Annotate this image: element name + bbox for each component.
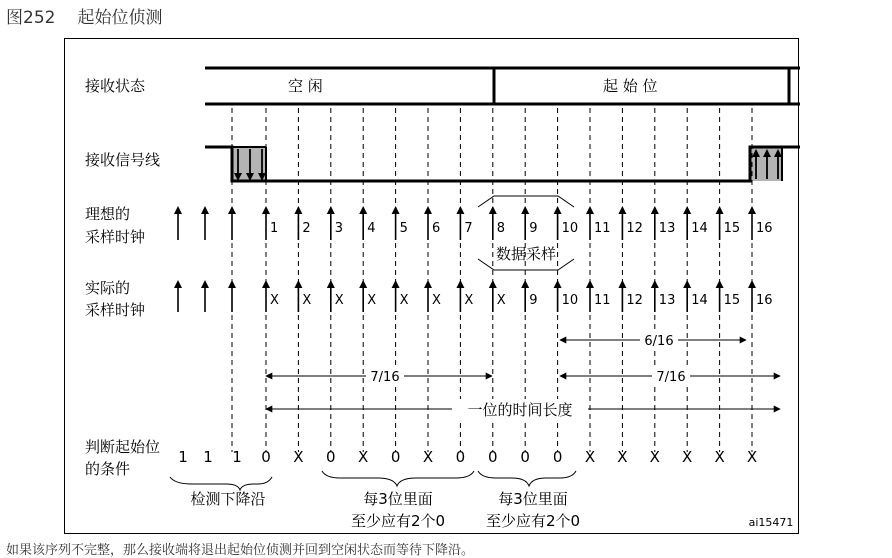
ideal-clock-row	[174, 206, 773, 240]
condition-label-1: 判断起始位	[85, 438, 161, 456]
actual-clock-arrow	[424, 280, 432, 312]
interval-7-16-b	[560, 368, 780, 385]
actual-clock-arrow	[586, 280, 594, 312]
actual-clock-arrow	[554, 280, 562, 312]
actual-tick-label: 10	[561, 293, 579, 308]
actual-clock-arrow	[174, 280, 182, 312]
interval-7-16-a	[266, 368, 492, 385]
actual-tick-label: 13	[658, 293, 676, 308]
actual-tick-label: X	[270, 293, 279, 308]
ideal-clock-arrow	[174, 206, 182, 240]
rx-state-label: 接收状态	[85, 77, 146, 95]
ideal-clock-arrow	[262, 206, 270, 240]
ideal-tick-label: 5	[399, 221, 408, 236]
ideal-tick-label: 13	[658, 221, 676, 236]
condition-value: 0	[455, 448, 466, 466]
ideal-clock-arrow	[424, 206, 432, 240]
condition-value: X	[584, 448, 596, 466]
condition-value: 0	[390, 448, 401, 466]
edge-arrows	[234, 149, 782, 181]
interval-7-16-a-label: 7/16	[370, 370, 400, 385]
ideal-tick-label: 3	[334, 221, 344, 236]
condition-value: X	[682, 448, 693, 466]
ideal-clock-arrow	[456, 206, 464, 240]
actual-clock-label-2: 采样时钟	[85, 301, 146, 319]
condition-value: 0	[552, 448, 563, 466]
actual-tick-label: X	[432, 293, 441, 308]
condition-value: X	[293, 448, 304, 466]
group2-note-1: 每3位里面	[498, 490, 568, 508]
condition-value: 1	[203, 448, 213, 466]
ideal-clock-arrow	[748, 206, 756, 240]
ideal-clock-arrow	[201, 206, 209, 240]
condition-value: X	[422, 448, 434, 466]
actual-clock-arrow	[359, 280, 367, 312]
ideal-tick-label: 15	[723, 221, 741, 236]
ideal-tick-label: 16	[756, 221, 773, 236]
actual-clock-arrow	[228, 280, 236, 312]
interval-6-16-label: 6/16	[644, 334, 674, 349]
condition-value: X	[746, 448, 758, 466]
actual-tick-label: 15	[723, 293, 741, 308]
condition-value: 0	[326, 448, 336, 466]
ideal-clock-arrow	[327, 206, 335, 240]
actual-clock-arrow	[262, 280, 270, 312]
ideal-tick-label: 11	[594, 221, 611, 236]
condition-value: 0	[520, 448, 530, 466]
rx-line-label: 接收信号线	[85, 151, 161, 169]
falling-edge-note: 检测下降沿	[190, 490, 266, 508]
actual-tick-label: X	[464, 293, 474, 308]
ideal-tick-label: 2	[302, 221, 311, 236]
ideal-clock-arrow	[359, 206, 367, 240]
ideal-clock-arrow	[554, 206, 562, 240]
ideal-clock-arrow	[618, 206, 626, 240]
ideal-clock-label-2: 采样时钟	[85, 228, 146, 246]
ideal-tick-label: 1	[270, 221, 279, 236]
condition-value: 0	[261, 448, 271, 466]
figure-number: 图252	[6, 8, 56, 28]
actual-tick-label: 16	[756, 293, 773, 308]
actual-tick-label: 11	[594, 293, 611, 308]
falling-edge-bracket	[170, 477, 272, 490]
start-bit-state-text: 起 始 位	[603, 77, 658, 95]
interval-6-16	[560, 332, 746, 349]
group1-bracket	[322, 471, 474, 486]
ideal-clock-arrow	[392, 206, 400, 240]
rx-line-waveform	[205, 147, 800, 181]
actual-tick-label: X	[399, 293, 409, 308]
ideal-clock-arrow	[716, 206, 724, 240]
ideal-tick-label: 12	[626, 221, 643, 236]
ideal-tick-label: 14	[691, 221, 708, 236]
ideal-clock-arrow	[521, 206, 529, 240]
ideal-clock-arrow	[294, 206, 302, 240]
ideal-tick-label: 6	[432, 221, 441, 236]
interval-7-16-b-label: 7/16	[656, 370, 686, 385]
actual-clock-arrow	[651, 280, 659, 312]
actual-tick-label: X	[367, 293, 377, 308]
condition-value: 0	[488, 448, 498, 466]
actual-clock-arrow	[521, 280, 529, 312]
ideal-clock-arrow	[586, 206, 594, 240]
actual-clock-label-1: 实际的	[85, 279, 131, 297]
condition-values	[178, 448, 757, 466]
actual-clock-arrow	[201, 280, 209, 312]
condition-value: X	[358, 448, 369, 466]
condition-label-2: 的条件	[85, 460, 131, 478]
actual-clock-arrow	[618, 280, 626, 312]
ideal-clock-arrow	[651, 206, 659, 240]
footer-text: 如果该序列不完整，那么接收端将退出起始位侦测并回到空闲状态而等待下降沿。	[6, 543, 475, 558]
actual-clock-arrow	[392, 280, 400, 312]
actual-clock-arrow	[489, 280, 497, 312]
figure-id: ai15471	[748, 516, 794, 529]
group1-note-2: 至少应有2个0	[350, 512, 446, 530]
actual-clock-arrow	[716, 280, 724, 312]
ideal-clock-arrow	[683, 206, 691, 240]
actual-clock-arrow	[456, 280, 464, 312]
ideal-clock-arrow	[228, 206, 236, 240]
interval-bit-time	[266, 399, 780, 419]
actual-tick-label: 12	[626, 293, 643, 308]
actual-clock-row	[174, 280, 773, 312]
condition-value: X	[617, 448, 628, 466]
group2-bracket	[478, 471, 576, 486]
actual-tick-label: 14	[691, 293, 708, 308]
actual-tick-label: X	[302, 293, 312, 308]
actual-clock-arrow	[294, 280, 302, 312]
actual-clock-arrow	[683, 280, 691, 312]
ideal-tick-label: 10	[561, 221, 579, 236]
idle-state-text: 空 闲	[288, 77, 323, 95]
data-sampling-label: 数据采样	[495, 245, 557, 263]
actual-tick-label: X	[496, 293, 506, 308]
ideal-tick-label: 9	[529, 221, 538, 236]
condition-value: 1	[232, 448, 242, 466]
actual-tick-label: X	[334, 293, 344, 308]
actual-tick-label: 9	[529, 293, 538, 308]
condition-value: 1	[178, 448, 188, 466]
condition-value: X	[649, 448, 660, 466]
bit-time-label: 一位的时间长度	[467, 401, 573, 419]
group1-note-1: 每3位里面	[363, 490, 433, 508]
ideal-clock-label-1: 理想的	[85, 205, 131, 223]
group2-note-2: 至少应有2个0	[485, 512, 581, 530]
condition-value: X	[714, 448, 725, 466]
figure-title: 起始位侦测	[77, 8, 163, 28]
ideal-tick-label: 4	[367, 221, 376, 236]
ideal-clock-arrow	[489, 206, 497, 240]
actual-clock-arrow	[748, 280, 756, 312]
actual-clock-arrow	[327, 280, 335, 312]
ideal-tick-label: 8	[496, 221, 506, 236]
ideal-tick-label: 7	[464, 221, 473, 236]
